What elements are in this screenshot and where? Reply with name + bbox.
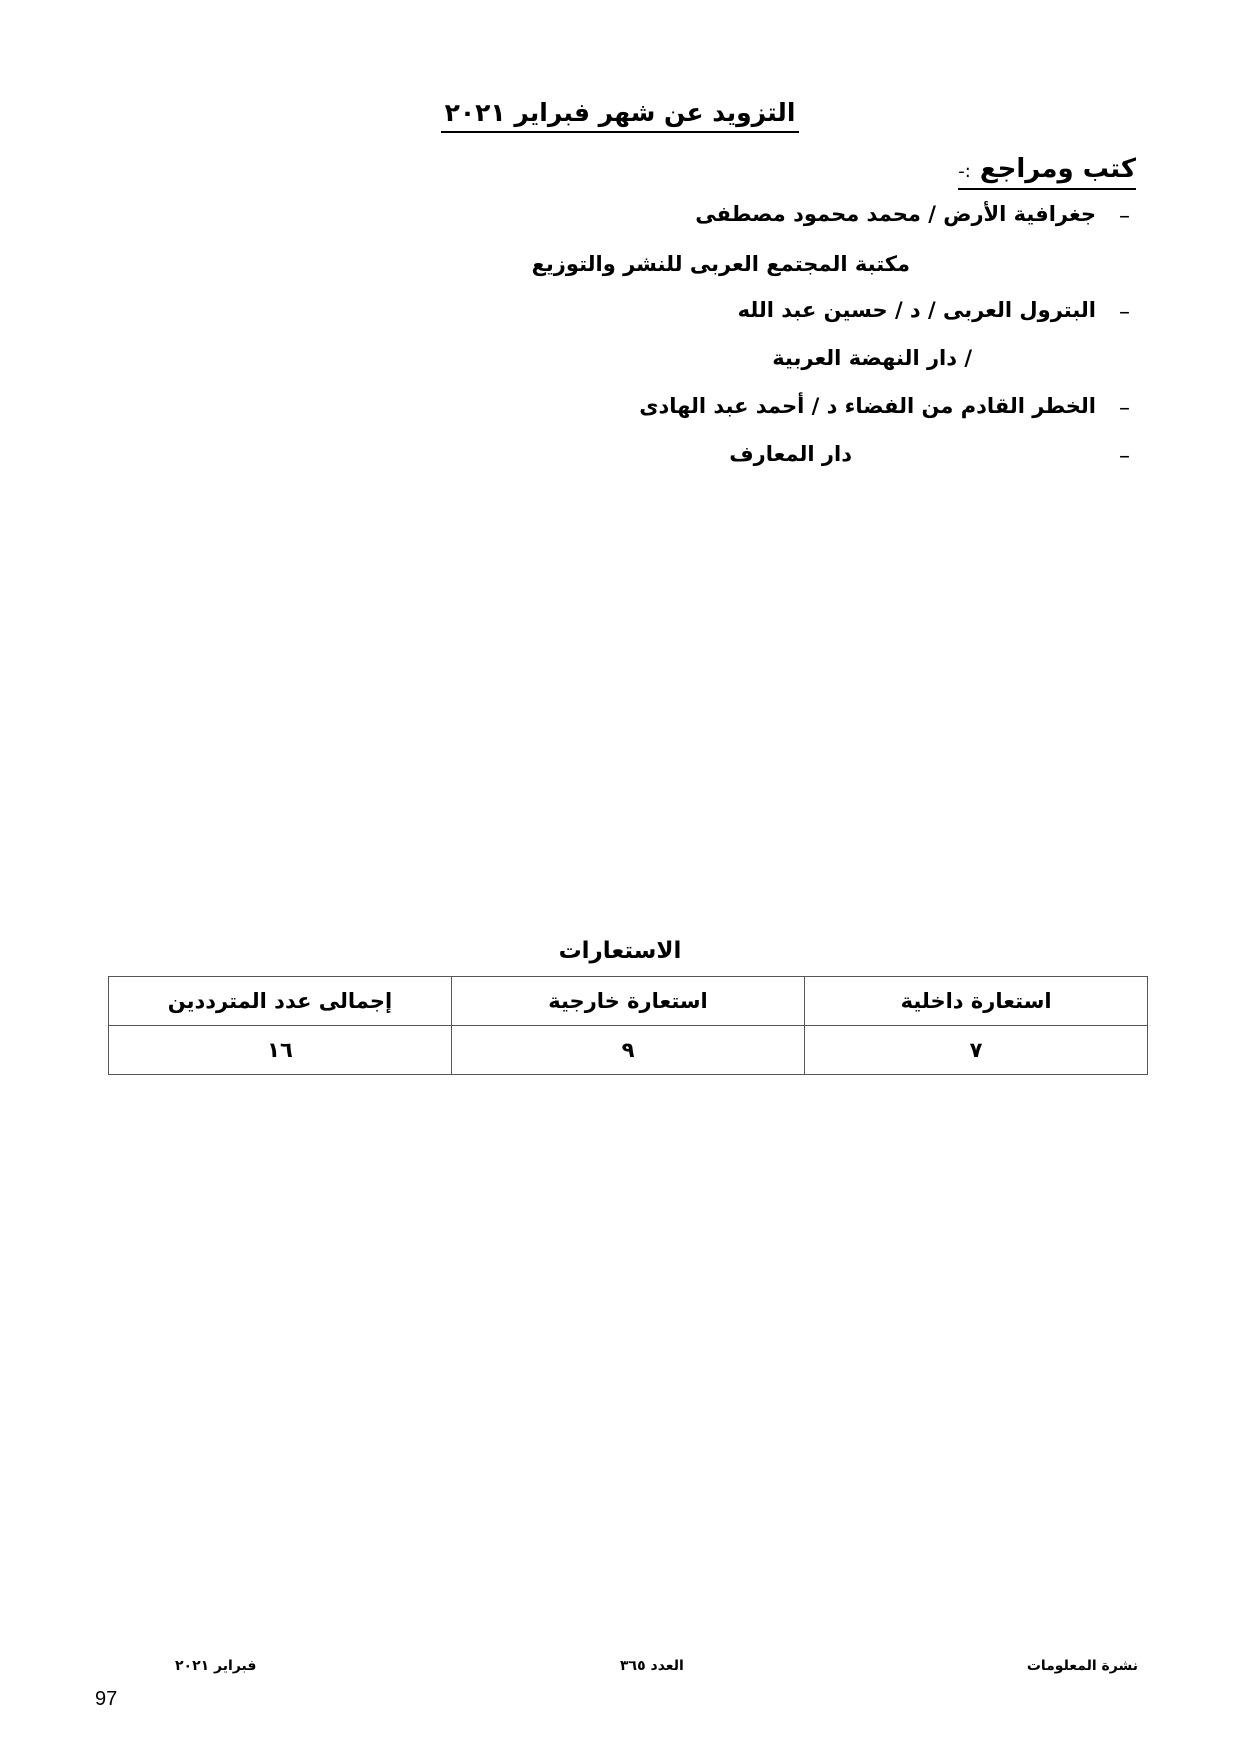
- loans-header-internal: استعارة داخلية: [805, 977, 1148, 1026]
- loans-header-external: استعارة خارجية: [451, 977, 804, 1026]
- page-title: [0, 98, 1240, 127]
- book-line-6: دار المعارف: [729, 442, 852, 466]
- book-line-4: / دار النهضة العربية: [772, 346, 972, 370]
- book-line-1: جغرافية الأرض / محمد محمود مصطفى: [695, 202, 1096, 226]
- book-line-3: البترول العربى / د / حسين عبد الله: [737, 298, 1096, 322]
- loans-value-row: [109, 1026, 1148, 1075]
- loans-table: [108, 976, 1148, 1075]
- loans-title: الاستعارات: [558, 938, 682, 964]
- book-line-5: الخطر القادم من الفضاء د / أحمد عبد الهادى: [639, 394, 1096, 418]
- loans-value-total-visitors: ١٦: [109, 1026, 452, 1075]
- page-title-text: التزويد عن شهر فبراير ٢٠٢١: [441, 98, 800, 133]
- loans-header-total-visitors: إجمالى عدد المترددين: [109, 977, 452, 1026]
- loans-value-external: ٩: [451, 1026, 804, 1075]
- book-line-3-dash: –: [1119, 300, 1130, 325]
- book-line-2: مكتبة المجتمع العربى للنشر والتوزيع: [531, 252, 910, 276]
- book-line-5-dash: –: [1119, 396, 1130, 421]
- loans-value-internal: ٧: [805, 1026, 1148, 1075]
- book-line-6-dash: –: [1119, 444, 1130, 469]
- loans-header-row: [109, 977, 1148, 1026]
- footer-publication: نشرة المعلومات: [1026, 1658, 1138, 1674]
- books-section-heading: [958, 154, 1136, 190]
- book-line-1-dash: –: [1119, 204, 1130, 229]
- footer-issue: العدد ٣٦٥: [620, 1658, 684, 1674]
- page-number: 97: [95, 1688, 118, 1710]
- books-heading-suffix: :-: [958, 161, 971, 182]
- books-heading-text: كتب ومراجع: [979, 154, 1136, 184]
- footer-date: فبراير ٢٠٢١: [175, 1658, 257, 1674]
